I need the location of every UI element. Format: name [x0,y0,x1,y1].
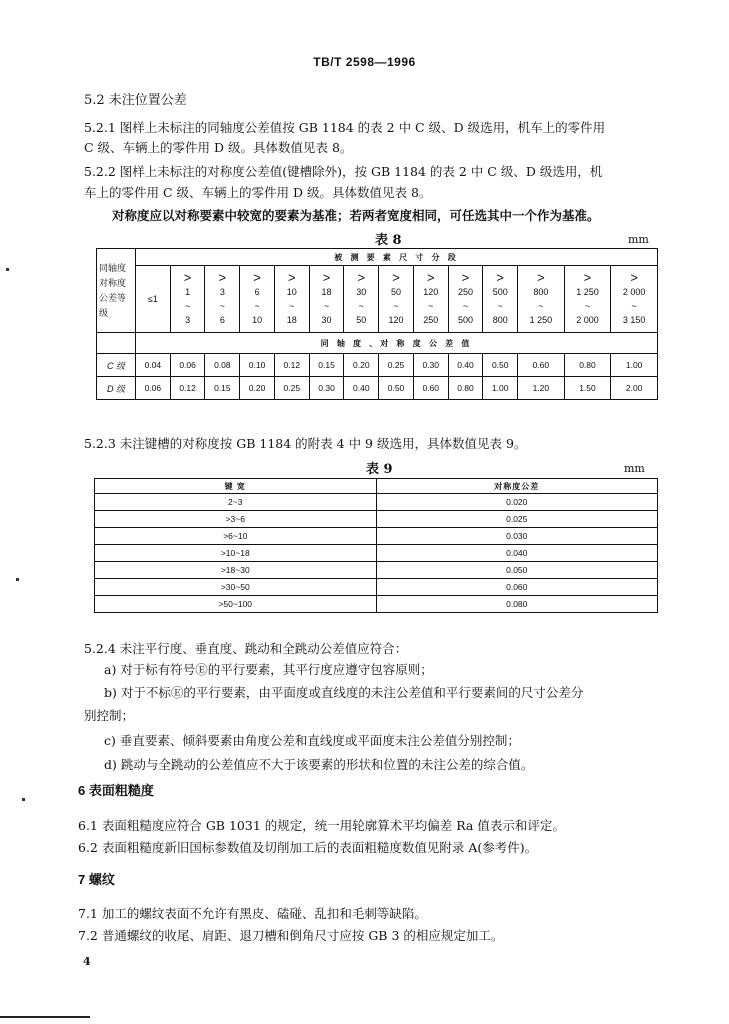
para-5-2-4-line1: 5.2.4 未注平行度、垂直度、跳动和全跳动公差值应符合： [84,641,408,656]
table8-value-cell: 1.20 [518,377,565,400]
table8-range-part: ~ [497,301,503,311]
table8-range-part: ~ [323,301,330,311]
table-row [95,562,658,579]
table-row [97,354,658,377]
table9-caption: 表 9 [366,462,393,477]
table-row [95,545,658,562]
table8-value-cell: 0.25 [274,377,309,400]
page-header: TB/T 2598—1996 [313,55,416,69]
table8-range-part: ~ [631,301,637,311]
table8-range-cell [518,266,565,333]
table8-unit: mm [628,233,649,246]
para-5-2-4-d: d) 跳动与全跳动的公差值应不大于该要素的形状和位置的未注公差的综合值。 [104,757,534,772]
table8-value-cell: 0.20 [240,377,275,400]
table-9 [94,478,658,613]
table-row [95,494,658,511]
table9-col-keywidth: 键 宽 [95,479,377,494]
table8-range-part: 3 [219,287,225,297]
table8-value-cell: 0.60 [518,354,565,377]
table9-keywidth-cell: >18~30 [95,562,377,579]
table9-tolerance-cell: 0.030 [376,528,658,545]
table8-range-cell [344,266,379,333]
table8-range-cell [564,266,611,333]
table8-caption: 表 8 [375,233,402,248]
scan-edge-line [0,1016,90,1018]
table8-range-part: ~ [393,301,399,311]
table8-value-cell: 0.04 [136,354,171,377]
para-5-2-1-line2: C 级、车辆上的零件用 D 级。具体数值见表 8。 [84,140,353,155]
scan-mark [22,798,25,801]
table9-keywidth-cell: >10~18 [95,545,377,562]
table8-range-cell [448,266,483,333]
table8-range-part: > [630,270,638,285]
table8-range-part: > [288,270,296,285]
table8-range-part: > [537,270,545,285]
table9-tolerance-cell: 0.040 [376,545,658,562]
table8-range-part: 250 [423,315,439,325]
table8-value-cell: 0.50 [483,354,518,377]
table9-keywidth-cell: >3~6 [95,511,377,528]
section-6-title: 6 表面粗糙度 [78,783,154,798]
table8-range-part: > [426,270,435,285]
table9-keywidth-cell: >6~10 [95,528,377,545]
table8-range-part: ~ [254,301,260,311]
table8-range-part: 10 [286,287,297,297]
table8-range-cell [379,266,414,333]
table8-measured-header: 被 测 要 素 尺 寸 分 段 [136,249,658,266]
table8-value-cell: 0.50 [379,377,414,400]
table8-range-part: ~ [219,301,225,311]
table8-range-part: 2 000 [622,287,646,297]
table9-tolerance-cell: 0.020 [376,494,658,511]
table8-range-cell [170,266,205,333]
table8-range-cell: ≤1 [136,266,171,333]
table8-range-part: > [218,270,227,285]
table8-grade-label: C 级 [97,354,136,377]
table8-range-row [97,266,658,333]
table8-range-part: ~ [462,301,469,311]
table8-range-part: 800 [533,287,549,297]
table8-range-part: > [583,270,592,285]
table8-range-part: 6 [219,315,225,325]
table8-range-part: 120 [388,315,404,325]
table8-value-cell: 2.00 [611,377,658,400]
table-row [97,377,658,400]
table8-value-cell: 0.15 [205,377,240,400]
para-6-2: 6.2 表面粗糙度新旧国标参数值及切削加工后的表面粗糙度数值见附录 A(参考件)。 [78,840,538,855]
table8-range-cell [274,266,309,333]
table8-range-part: > [322,270,331,285]
table8-range-part: > [461,270,470,285]
table8-value-cell: 0.25 [379,354,414,377]
table8-row-header-cell [97,249,136,333]
para-5-2-4-b-line2: 别控制； [84,708,135,723]
table8-range-part: 10 [252,315,263,325]
table8-range-part: ~ [428,301,434,311]
table8-range-part: 120 [423,287,439,297]
table8-value-cell: 0.20 [344,354,379,377]
table8-row-header-line: 级 [99,307,109,318]
table8-range-part: > [357,270,366,285]
table8-range-cell [309,266,344,333]
table8-range-part: ~ [184,301,191,311]
page-number: 4 [83,955,91,968]
table8-value-cell: 0.15 [309,354,344,377]
table9-unit: mm [624,462,645,475]
table8-range-cell [240,266,275,333]
table8-range-part: 3 [185,315,191,325]
table8-value-cell: 0.30 [309,377,344,400]
table8-value-cell: 1.50 [564,377,611,400]
table8-range-part: ~ [538,301,544,311]
table8-value-cell: 0.12 [274,354,309,377]
table8-range-part: 800 [492,315,508,325]
table8-grade-label: D 级 [97,377,136,400]
scan-mark [6,268,9,271]
para-5-2-2-line2: 车上的零件用 C 级、车辆上的零件用 D 级。具体数值见表 8。 [84,185,432,200]
table8-range-part: ~ [289,301,295,311]
table8-range-cell [483,266,518,333]
table8-header-row [97,249,658,266]
table8-range-part: 6 [254,287,260,297]
table8-range-part: 1 [185,287,191,297]
para-7-2: 7.2 普通螺纹的收尾、肩距、退刀槽和倒角尺寸应按 GB 3 的相应规定加工。 [78,928,504,943]
table8-row-header-line: 公差等 [99,292,127,303]
table8-range-part: 30 [356,287,367,297]
table9-tolerance-cell: 0.025 [376,511,658,528]
table8-range-part: 50 [391,287,402,297]
table8-range-part: 50 [356,315,367,325]
table8-range-part: > [392,270,400,285]
para-5-2-2-line1: 5.2.2 图样上未标注的对称度公差值(键槽除外)，按 GB 1184 的表 2 中 C 级、D 级选用，机 [84,164,603,179]
table-row [95,528,658,545]
table8-range-part: > [183,270,192,285]
table-row [95,596,658,613]
para-5-2-4-a: a) 对于标有符号Ⓔ的平行要素，其平行度应遵守包容原则； [104,662,433,677]
table8-value-cell: 1.00 [483,377,518,400]
table8-value-cell: 0.60 [413,377,448,400]
para-5-2-3: 5.2.3 未注键槽的对称度按 GB 1184 的附表 4 中 9 级选用，具体数值见表 9。 [84,436,527,451]
table8-range-part: ~ [584,301,591,311]
table-8 [96,248,658,400]
table8-value-header-row [97,333,658,354]
table8-range-part: 250 [457,287,473,297]
table8-range-part: 30 [321,315,332,325]
table8-row-header-line: 对称度 [99,277,127,288]
table8-value-cell: 0.12 [170,377,205,400]
table8-value-cell: 0.10 [240,354,275,377]
table8-value-header: 同 轴 度 、对 称 度 公 差 值 [136,333,658,354]
table8-value-cell: 0.40 [344,377,379,400]
table9-col-tolerance: 对称度公差 [376,479,658,494]
table9-header-row [95,479,658,494]
table8-range-cell [611,266,658,333]
table8-range-part: 18 [321,287,332,297]
para-7-1: 7.1 加工的螺纹表面不允许有黑皮、磕碰、乱扣和毛刺等缺陷。 [78,906,427,921]
table8-value-cell: 1.00 [611,354,658,377]
table8-range-part: 2 000 [576,315,599,325]
table9-tolerance-cell: 0.050 [376,562,658,579]
table8-range-part: 1 250 [529,315,553,325]
table9-tolerance-cell: 0.060 [376,579,658,596]
table8-range-part: > [496,270,504,285]
para-5-2-2-line3: 对称度应以对称要素中较宽的要素为基准；若两者宽度相同，可任选其中一个作为基准。 [112,208,600,223]
table8-range-part: ~ [358,301,364,311]
table8-value-cell: 0.30 [413,354,448,377]
table8-value-cell: 0.06 [136,377,171,400]
table8-range-cell [413,266,448,333]
para-5-2-1-line1: 5.2.1 图样上未标注的同轴度公差值按 GB 1184 的表 2 中 C 级、D 级选用，机车上的零件用 [84,120,606,135]
table8-range-part: 1 250 [576,287,599,297]
table8-range-part: > [253,270,261,285]
section-5-2-title: 5.2 未注位置公差 [84,93,187,108]
table8-range-part: 3 150 [622,315,646,325]
table8-range-part: 18 [286,315,297,325]
para-5-2-4-b-line1: b) 对于不标Ⓔ的平行要素，由平面度或直线度的未注公差值和平行要素间的尺寸公差分 [104,685,584,700]
table8-value-cell: 0.80 [564,354,611,377]
table8-value-cell: 0.40 [448,354,483,377]
table8-row-header-line: 同轴度 [99,262,127,273]
table8-value-cell: 0.08 [205,354,240,377]
table-row [95,511,658,528]
table-row [95,579,658,596]
para-6-1: 6.1 表面粗糙度应符合 GB 1031 的规定，统一用轮廓算术平均偏差 Ra 值表示和评定。 [78,818,565,833]
table8-blank-cell [97,333,136,354]
table8-value-cell: 0.80 [448,377,483,400]
section-7-title: 7 螺纹 [78,872,115,887]
table8-range-part: 500 [457,315,473,325]
table9-keywidth-cell: >30~50 [95,579,377,596]
table8-range-part: 500 [492,287,508,297]
para-5-2-4-c: c) 垂直要素、倾斜要素由角度公差和直线度或平面度未注公差值分别控制； [104,733,520,748]
scan-mark [16,578,19,581]
table9-keywidth-cell: >50~100 [95,596,377,613]
table8-value-cell: 0.06 [170,354,205,377]
table9-tolerance-cell: 0.080 [376,596,658,613]
table9-keywidth-cell: 2~3 [95,494,377,511]
table8-range-cell [205,266,240,333]
